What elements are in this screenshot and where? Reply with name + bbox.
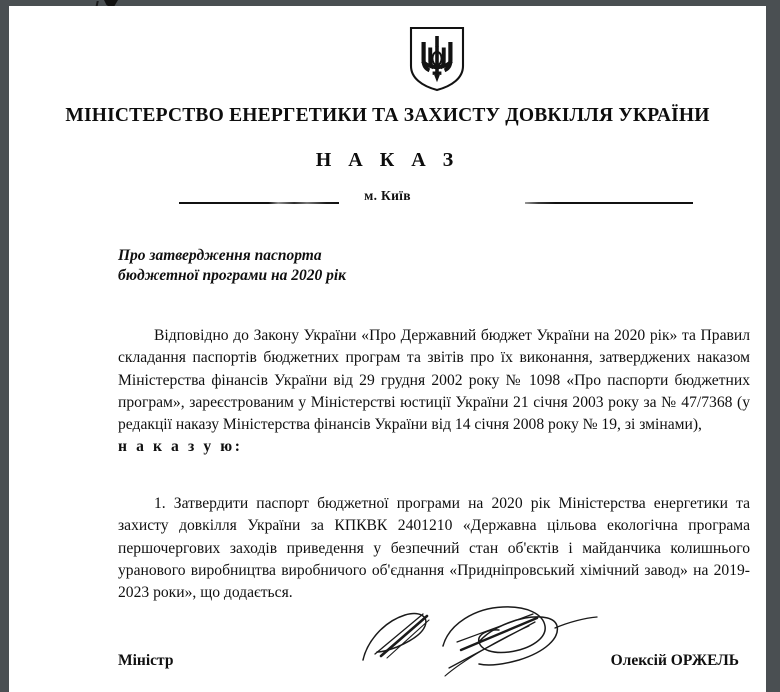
signatory-name: Олексій ОРЖЕЛЬ	[610, 652, 739, 669]
document-type-heading: Н А К А З	[315, 149, 460, 171]
signatory-title: Міністр	[118, 652, 174, 669]
preamble-paragraph: Відповідно до Закону України «Про Державний бюджет України на 2020 рік» та Правил складання паспортів бюджетних програм та звітів про їх виконання, затверджених наказом Міністерства фінансів України від 29 грудня 2002 року № 1098 «Про паспорти бюджетних програм», зареєстрованим у Міністерстві юстиції України 21 січня 2003 року за № 47/7368 (у редакції наказу Міністерства фінансів України від 14 січня 2008 року № 19, зі змінами),	[118, 327, 750, 434]
order-item-block	[118, 493, 750, 604]
ministry-title: МІНІСТЕРСТВО ЕНЕРГЕТИКИ ТА ЗАХИСТУ ДОВКІЛЛЯ УКРАЇНИ	[65, 105, 710, 126]
city-label: м. Київ	[364, 188, 411, 203]
number-blank-rule	[525, 202, 693, 204]
order-item-1: 1. Затвердити паспорт бюджетної програми на 2020 рік Міністерства енергетики та захисту довкілля України за КПКВК 2401210 «Державна цільова екологічна програма першочергових заходів приведення у безпечний стан об'єктів і майданчика колишнього уранового виробництва виробничого об'єднання «Придніпровський хімічний завод» на 2019-2023 роки», що додається.	[118, 495, 750, 602]
subject-block	[118, 246, 518, 286]
ukraine-trident-emblem-icon	[408, 26, 466, 92]
subject-line-1: Про затвердження паспорта	[118, 247, 322, 264]
order-keyword: н а к а з у ю:	[118, 438, 243, 456]
document-page	[9, 6, 766, 692]
preamble-block	[118, 325, 750, 459]
signature-block	[9, 652, 766, 682]
subject-line-2: бюджетної програми на 2020 рік	[118, 267, 347, 284]
